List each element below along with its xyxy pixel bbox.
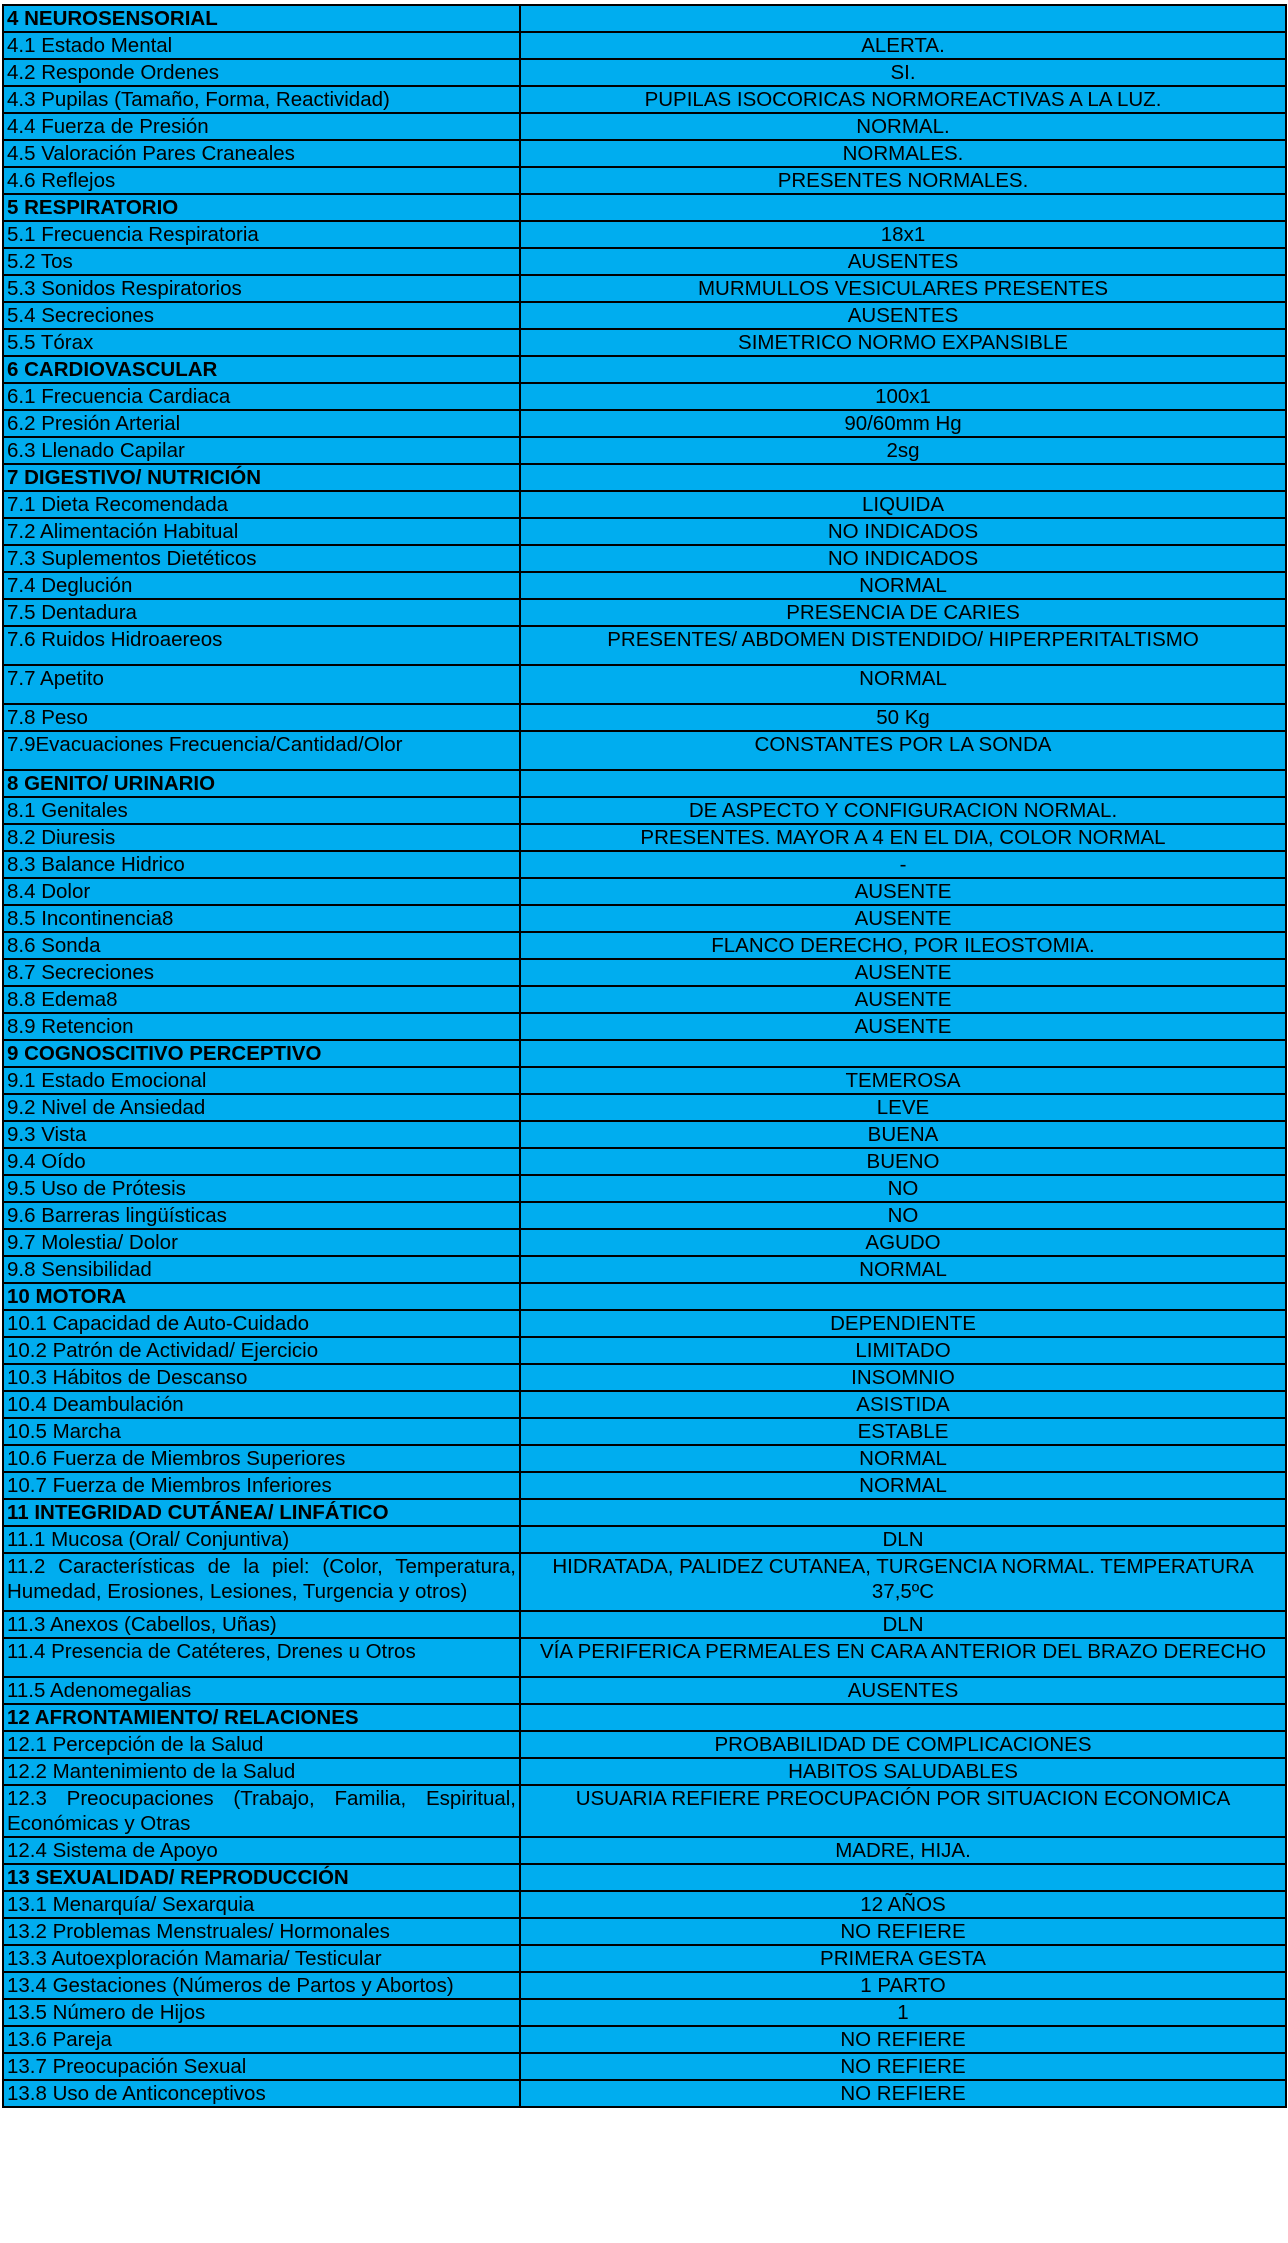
table-row (3, 1758, 1286, 1785)
table-row (3, 2053, 1286, 2080)
table-row (3, 140, 1286, 167)
table-row (3, 275, 1286, 302)
table-row (3, 704, 1286, 731)
section-title: 9 COGNOSCITIVO PERCEPTIVO (3, 1040, 520, 1067)
row-label: 8.5 Incontinencia8 (3, 905, 520, 932)
row-label: 5.3 Sonidos Respiratorios (3, 275, 520, 302)
row-label: 4.4 Fuerza de Presión (3, 113, 520, 140)
section-header-row (3, 1283, 1286, 1310)
table-row (3, 851, 1286, 878)
row-label: 10.4 Deambulación (3, 1391, 520, 1418)
table-row (3, 1229, 1286, 1256)
table-row (3, 1337, 1286, 1364)
row-value: NORMAL (520, 1445, 1286, 1472)
row-value: ESTABLE (520, 1418, 1286, 1445)
section-header-row (3, 1040, 1286, 1067)
row-label: 7.2 Alimentación Habitual (3, 518, 520, 545)
row-label: 4.3 Pupilas (Tamaño, Forma, Reactividad) (3, 86, 520, 113)
row-value: NORMALES. (520, 140, 1286, 167)
row-label: 5.2 Tos (3, 248, 520, 275)
row-label: 5.1 Frecuencia Respiratoria (3, 221, 520, 248)
section-empty-cell (520, 5, 1286, 32)
row-label: 7.3 Suplementos Dietéticos (3, 545, 520, 572)
table-row (3, 986, 1286, 1013)
section-empty-cell (520, 770, 1286, 797)
section-header-row (3, 464, 1286, 491)
section-header-row (3, 1864, 1286, 1891)
row-value: AUSENTES (520, 248, 1286, 275)
table-row (3, 1472, 1286, 1499)
row-label: 12.4 Sistema de Apoyo (3, 1837, 520, 1864)
table-row (3, 665, 1286, 704)
row-value: AUSENTE (520, 905, 1286, 932)
table-row (3, 113, 1286, 140)
row-value: NO REFIERE (520, 2080, 1286, 2107)
row-value: BUENO (520, 1148, 1286, 1175)
row-label: 4.6 Reflejos (3, 167, 520, 194)
table-row (3, 1785, 1286, 1837)
row-value: PRESENTES. MAYOR A 4 EN EL DIA, COLOR NORMAL (520, 824, 1286, 851)
table-row (3, 1418, 1286, 1445)
table-row (3, 731, 1286, 770)
row-label: 8.8 Edema8 (3, 986, 520, 1013)
section-header-row (3, 1499, 1286, 1526)
section-header-row (3, 5, 1286, 32)
section-header-row (3, 356, 1286, 383)
row-value: NO (520, 1175, 1286, 1202)
row-label: 11.1 Mucosa (Oral/ Conjuntiva) (3, 1526, 520, 1553)
section-header-row (3, 770, 1286, 797)
section-empty-cell (520, 356, 1286, 383)
row-label: 9.5 Uso de Prótesis (3, 1175, 520, 1202)
row-value: VÍA PERIFERICA PERMEALES EN CARA ANTERIOR DEL BRAZO DERECHO (520, 1638, 1286, 1677)
table-row (3, 599, 1286, 626)
row-label: 12.3 Preocupaciones (Trabajo, Familia, Espiritual, Económicas y Otras (3, 1785, 520, 1837)
row-value: TEMEROSA (520, 1067, 1286, 1094)
row-value: PRESENTES NORMALES. (520, 167, 1286, 194)
table-row (3, 2080, 1286, 2107)
section-title: 10 MOTORA (3, 1283, 520, 1310)
section-empty-cell (520, 1040, 1286, 1067)
section-empty-cell (520, 1499, 1286, 1526)
row-value: NORMAL (520, 1256, 1286, 1283)
row-label: 9.2 Nivel de Ansiedad (3, 1094, 520, 1121)
section-empty-cell (520, 1283, 1286, 1310)
section-title: 5 RESPIRATORIO (3, 194, 520, 221)
table-row (3, 1094, 1286, 1121)
row-label: 9.8 Sensibilidad (3, 1256, 520, 1283)
section-title: 6 CARDIOVASCULAR (3, 356, 520, 383)
row-label: 13.8 Uso de Anticonceptivos (3, 2080, 520, 2107)
row-label: 10.3 Hábitos de Descanso (3, 1364, 520, 1391)
table-row (3, 1310, 1286, 1337)
section-empty-cell (520, 1864, 1286, 1891)
row-label: 9.7 Molestia/ Dolor (3, 1229, 520, 1256)
row-value: AUSENTES (520, 302, 1286, 329)
table-row (3, 1526, 1286, 1553)
row-value: HIDRATADA, PALIDEZ CUTANEA, TURGENCIA NORMAL. TEMPERATURA 37,5ºC (520, 1553, 1286, 1611)
row-label: 4.5 Valoración Pares Craneales (3, 140, 520, 167)
row-value: PRESENCIA DE CARIES (520, 599, 1286, 626)
row-value: 18x1 (520, 221, 1286, 248)
table-row (3, 1731, 1286, 1758)
row-value: DEPENDIENTE (520, 1310, 1286, 1337)
row-label: 5.5 Tórax (3, 329, 520, 356)
row-label: 13.5 Número de Hijos (3, 1999, 520, 2026)
section-empty-cell (520, 464, 1286, 491)
table-row (3, 491, 1286, 518)
section-title: 11 INTEGRIDAD CUTÁNEA/ LINFÁTICO (3, 1499, 520, 1526)
table-row (3, 545, 1286, 572)
section-title: 13 SEXUALIDAD/ REPRODUCCIÓN (3, 1864, 520, 1891)
row-value: 1 PARTO (520, 1972, 1286, 1999)
table-row (3, 1999, 1286, 2026)
row-value: AGUDO (520, 1229, 1286, 1256)
table-row (3, 1677, 1286, 1704)
row-value: AUSENTE (520, 878, 1286, 905)
row-label: 8.6 Sonda (3, 932, 520, 959)
table-row (3, 167, 1286, 194)
table-row (3, 1918, 1286, 1945)
row-label: 7.9Evacuaciones Frecuencia/Cantidad/Olor (3, 731, 520, 770)
table-row (3, 59, 1286, 86)
row-label: 6.2 Presión Arterial (3, 410, 520, 437)
row-label: 8.4 Dolor (3, 878, 520, 905)
row-value: SI. (520, 59, 1286, 86)
row-label: 9.4 Oído (3, 1148, 520, 1175)
row-label: 8.9 Retencion (3, 1013, 520, 1040)
row-label: 12.1 Percepción de la Salud (3, 1731, 520, 1758)
table-row (3, 383, 1286, 410)
table-row (3, 1121, 1286, 1148)
row-value: NORMAL (520, 572, 1286, 599)
section-title: 7 DIGESTIVO/ NUTRICIÓN (3, 464, 520, 491)
table-row (3, 905, 1286, 932)
table-row (3, 1067, 1286, 1094)
row-label: 7.4 Deglución (3, 572, 520, 599)
row-value: SIMETRICO NORMO EXPANSIBLE (520, 329, 1286, 356)
row-label: 7.1 Dieta Recomendada (3, 491, 520, 518)
section-header-row (3, 1704, 1286, 1731)
row-value: LIMITADO (520, 1337, 1286, 1364)
table-row (3, 518, 1286, 545)
table-row (3, 1611, 1286, 1638)
row-label: 6.1 Frecuencia Cardiaca (3, 383, 520, 410)
row-label: 8.7 Secreciones (3, 959, 520, 986)
table-row (3, 329, 1286, 356)
table-row (3, 1175, 1286, 1202)
table-row (3, 1837, 1286, 1864)
row-value: AUSENTES (520, 1677, 1286, 1704)
row-label: 7.8 Peso (3, 704, 520, 731)
row-value: PUPILAS ISOCORICAS NORMOREACTIVAS A LA LUZ. (520, 86, 1286, 113)
row-label: 13.6 Pareja (3, 2026, 520, 2053)
row-value: MADRE, HIJA. (520, 1837, 1286, 1864)
row-label: 10.2 Patrón de Actividad/ Ejercicio (3, 1337, 520, 1364)
row-value: NORMAL. (520, 113, 1286, 140)
row-label: 13.1 Menarquía/ Sexarquia (3, 1891, 520, 1918)
table-row (3, 1445, 1286, 1472)
table-row (3, 1891, 1286, 1918)
row-value: PROBABILIDAD DE COMPLICACIONES (520, 1731, 1286, 1758)
row-value: NO REFIERE (520, 2026, 1286, 2053)
row-value: 2sg (520, 437, 1286, 464)
row-value: PRESENTES/ ABDOMEN DISTENDIDO/ HIPERPERITALTISMO (520, 626, 1286, 665)
row-value: DLN (520, 1526, 1286, 1553)
row-value: LIQUIDA (520, 491, 1286, 518)
row-value: NORMAL (520, 665, 1286, 704)
row-label: 11.3 Anexos (Cabellos, Uñas) (3, 1611, 520, 1638)
row-label: 13.3 Autoexploración Mamaria/ Testicular (3, 1945, 520, 1972)
row-value: ALERTA. (520, 32, 1286, 59)
row-value: USUARIA REFIERE PREOCUPACIÓN POR SITUACION ECONOMICA (520, 1785, 1286, 1837)
row-label: 8.1 Genitales (3, 797, 520, 824)
section-title: 12 AFRONTAMIENTO/ RELACIONES (3, 1704, 520, 1731)
row-value: INSOMNIO (520, 1364, 1286, 1391)
table-row (3, 2026, 1286, 2053)
row-label: 9.3 Vista (3, 1121, 520, 1148)
row-label: 8.2 Diuresis (3, 824, 520, 851)
row-value: FLANCO DERECHO, POR ILEOSTOMIA. (520, 932, 1286, 959)
section-empty-cell (520, 194, 1286, 221)
table-row (3, 86, 1286, 113)
row-value: 50 Kg (520, 704, 1286, 731)
table-row (3, 410, 1286, 437)
row-label: 13.7 Preocupación Sexual (3, 2053, 520, 2080)
row-value: NO REFIERE (520, 1918, 1286, 1945)
table-row (3, 1148, 1286, 1175)
row-value: MURMULLOS VESICULARES PRESENTES (520, 275, 1286, 302)
row-value: 100x1 (520, 383, 1286, 410)
table-row (3, 626, 1286, 665)
table-row (3, 221, 1286, 248)
table-row (3, 824, 1286, 851)
section-title: 4 NEUROSENSORIAL (3, 5, 520, 32)
row-label: 5.4 Secreciones (3, 302, 520, 329)
row-value: 90/60mm Hg (520, 410, 1286, 437)
row-label: 10.7 Fuerza de Miembros Inferiores (3, 1472, 520, 1499)
row-value: HABITOS SALUDABLES (520, 1758, 1286, 1785)
row-label: 11.5 Adenomegalias (3, 1677, 520, 1704)
row-label: 7.6 Ruidos Hidroaereos (3, 626, 520, 665)
row-value: DLN (520, 1611, 1286, 1638)
table-row (3, 302, 1286, 329)
row-value: CONSTANTES POR LA SONDA (520, 731, 1286, 770)
section-title: 8 GENITO/ URINARIO (3, 770, 520, 797)
row-value: AUSENTE (520, 1013, 1286, 1040)
row-value: NO REFIERE (520, 2053, 1286, 2080)
table-row (3, 572, 1286, 599)
row-value: - (520, 851, 1286, 878)
nursing-assessment-table (2, 4, 1287, 2108)
table-row (3, 1013, 1286, 1040)
row-label: 4.1 Estado Mental (3, 32, 520, 59)
table-row (3, 932, 1286, 959)
row-value: BUENA (520, 1121, 1286, 1148)
row-label: 13.2 Problemas Menstruales/ Hormonales (3, 1918, 520, 1945)
row-label: 6.3 Llenado Capilar (3, 437, 520, 464)
row-label: 13.4 Gestaciones (Números de Partos y Abortos) (3, 1972, 520, 1999)
section-empty-cell (520, 1704, 1286, 1731)
table-row (3, 1391, 1286, 1418)
row-value: PRIMERA GESTA (520, 1945, 1286, 1972)
row-label: 8.3 Balance Hidrico (3, 851, 520, 878)
row-value: 12 AÑOS (520, 1891, 1286, 1918)
section-header-row (3, 194, 1286, 221)
row-value: NO INDICADOS (520, 545, 1286, 572)
table-row (3, 1972, 1286, 1999)
table-row (3, 1256, 1286, 1283)
table-row (3, 1638, 1286, 1677)
nursing-assessment-body (3, 5, 1286, 2107)
row-value: AUSENTE (520, 959, 1286, 986)
row-label: 10.5 Marcha (3, 1418, 520, 1445)
row-label: 4.2 Responde Ordenes (3, 59, 520, 86)
row-value: ASISTIDA (520, 1391, 1286, 1418)
row-value: DE ASPECTO Y CONFIGURACION NORMAL. (520, 797, 1286, 824)
row-value: NO INDICADOS (520, 518, 1286, 545)
table-row (3, 1364, 1286, 1391)
table-row (3, 797, 1286, 824)
row-value: 1 (520, 1999, 1286, 2026)
table-row (3, 1553, 1286, 1611)
row-value: NORMAL (520, 1472, 1286, 1499)
row-label: 10.6 Fuerza de Miembros Superiores (3, 1445, 520, 1472)
table-row (3, 1945, 1286, 1972)
row-label: 9.6 Barreras lingüísticas (3, 1202, 520, 1229)
table-row (3, 32, 1286, 59)
row-label: 12.2 Mantenimiento de la Salud (3, 1758, 520, 1785)
row-label: 11.2 Características de la piel: (Color, Temperatura, Humedad, Erosiones, Lesiones, Turgencia y otros) (3, 1553, 520, 1611)
row-value: NO (520, 1202, 1286, 1229)
row-value: LEVE (520, 1094, 1286, 1121)
row-label: 7.7 Apetito (3, 665, 520, 704)
table-row (3, 1202, 1286, 1229)
row-label: 11.4 Presencia de Catéteres, Drenes u Otros (3, 1638, 520, 1677)
table-row (3, 878, 1286, 905)
row-label: 7.5 Dentadura (3, 599, 520, 626)
row-label: 10.1 Capacidad de Auto-Cuidado (3, 1310, 520, 1337)
table-row (3, 437, 1286, 464)
table-row (3, 959, 1286, 986)
row-value: AUSENTE (520, 986, 1286, 1013)
row-label: 9.1 Estado Emocional (3, 1067, 520, 1094)
table-row (3, 248, 1286, 275)
